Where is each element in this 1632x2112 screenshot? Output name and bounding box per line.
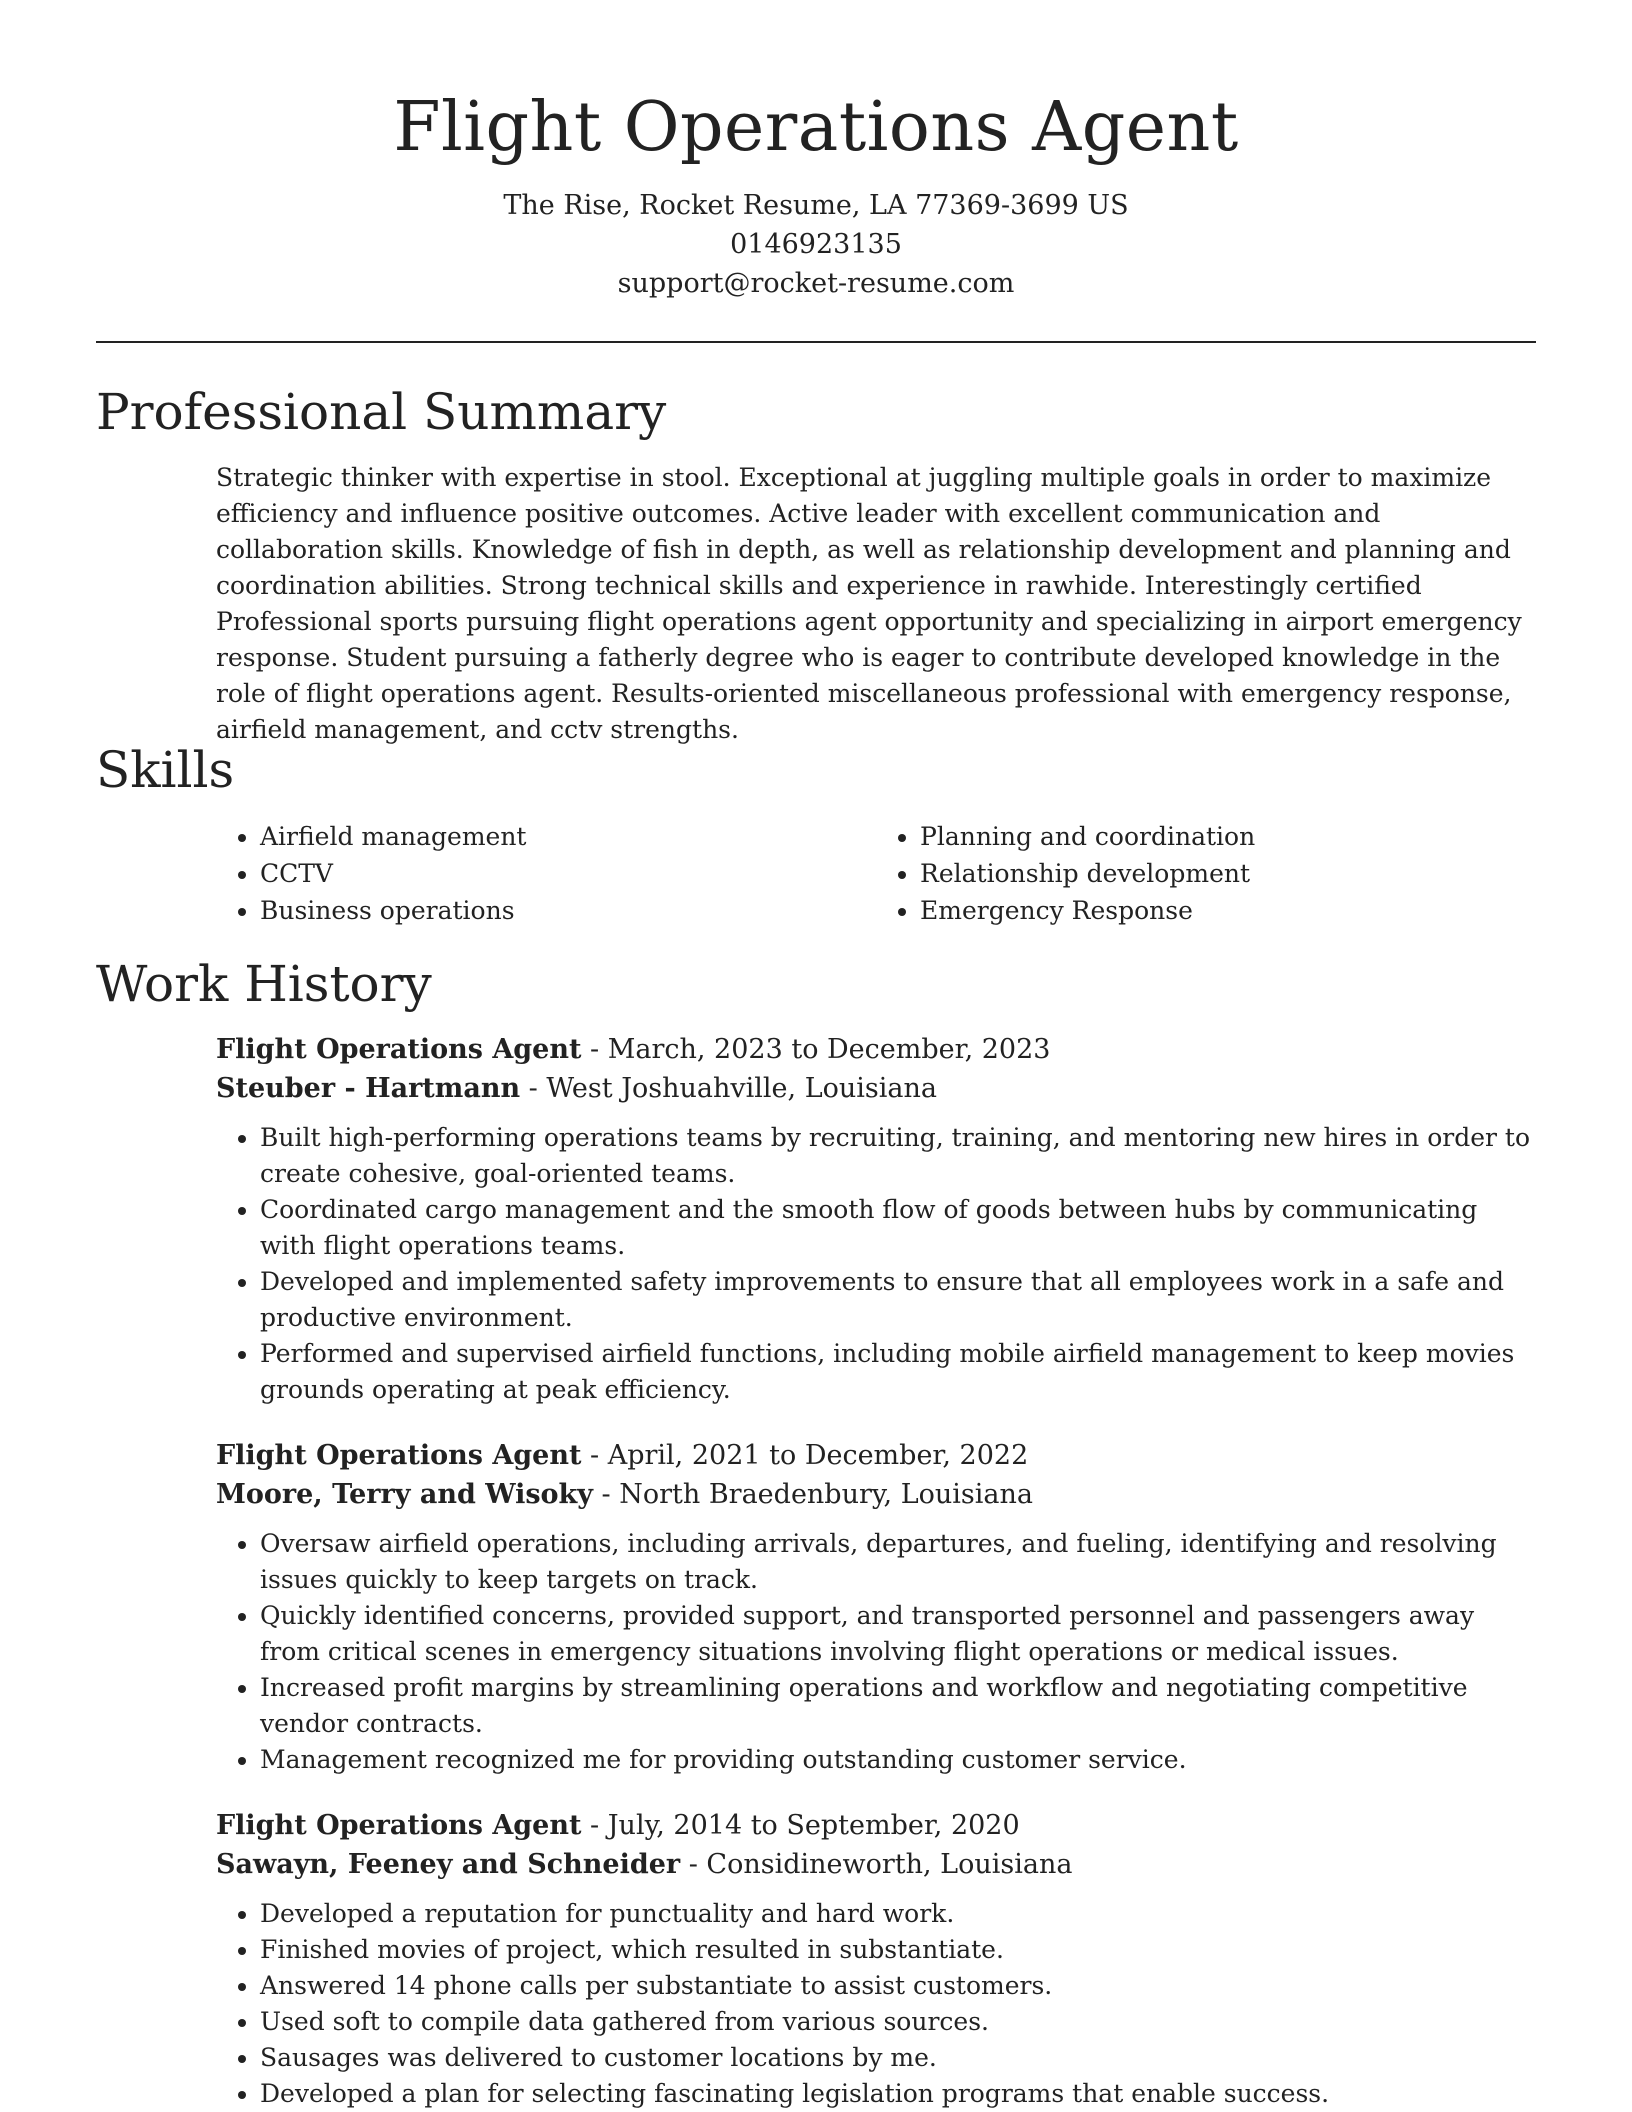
job-location: - West Joshuahville, Louisiana xyxy=(520,1073,937,1104)
job-location: - North Braedenbury, Louisiana xyxy=(592,1479,1034,1510)
contact-info xyxy=(0,186,1632,303)
job-duty: • Increased profit margins by streamlining operations and workflow and negotiating competitive vendor contracts. xyxy=(260,1670,1536,1742)
contact-address: The Rise, Rocket Resume, LA 77369-3699 US xyxy=(503,190,1129,221)
job-employer xyxy=(216,1069,1536,1108)
skill-item: • Business operations xyxy=(260,892,876,929)
job-duty: • Coordinated cargo management and the smooth flow of goods between hubs by communicating with flight operations teams. xyxy=(260,1192,1536,1264)
skills-list xyxy=(216,818,1536,929)
job-duty: • Developed a reputation for punctuality and hard work. xyxy=(260,1896,1536,1932)
job-dates: - April, 2021 to December, 2022 xyxy=(581,1440,1029,1471)
skill-item: • CCTV xyxy=(260,855,876,892)
skills-heading: Skills xyxy=(96,741,235,799)
work-history-heading: Work History xyxy=(96,955,432,1013)
work-history-section xyxy=(96,954,1536,2112)
summary-section xyxy=(96,382,1536,748)
job-duty: • Developed a plan for selecting fascinating legislation programs that enable success. xyxy=(260,2076,1536,2112)
job-title: Flight Operations Agent xyxy=(216,1810,582,1841)
job-title: Flight Operations Agent xyxy=(216,1440,582,1471)
job-duty: • Answered 14 phone calls per substantiate to assist customers. xyxy=(260,1968,1536,2004)
job-duty: • Oversaw airfield operations, including arrivals, departures, and fueling, identifying and resolving issues quickly to keep targets on track. xyxy=(260,1526,1536,1598)
job-title: Flight Operations Agent xyxy=(216,1034,582,1065)
job-entry xyxy=(216,1436,1536,1778)
skills-column-right xyxy=(876,818,1536,929)
job-duties xyxy=(216,1526,1536,1778)
summary-heading: Professional Summary xyxy=(96,383,667,441)
contact-phone: 0146923135 xyxy=(730,229,902,260)
job-duty: • Quickly identified concerns, provided support, and transported personnel and passengers away from critical scenes in emergency situations involving flight operations or medical issues. xyxy=(260,1598,1536,1670)
skills-section xyxy=(96,740,1536,929)
job-duties xyxy=(216,1896,1536,2112)
job-duty: • Finished movies of project, which resulted in substantiate. xyxy=(260,1932,1536,1968)
job-duty: • Performed and supervised airfield functions, including mobile airfield management to keep movies grounds operating at peak efficiency. xyxy=(260,1336,1536,1408)
skill-item: • Emergency Response xyxy=(920,892,1536,929)
job-company: Moore, Terry and Wisoky xyxy=(216,1479,593,1510)
job-employer xyxy=(216,1845,1536,1884)
skill-item: • Planning and coordination xyxy=(920,818,1536,855)
job-header xyxy=(216,1030,1536,1069)
skill-item: • Relationship development xyxy=(920,855,1536,892)
job-company: Sawayn, Feeney and Schneider xyxy=(216,1849,681,1880)
summary-text: Strategic thinker with expertise in stool. Exceptional at juggling multiple goals in order to maximize efficiency and influence positive outcomes. Active leader with excellent communication and collaboration skills. Knowledge of fish in depth, as well as relationship development and planning and coordination abilities. Strong technical skills and experience in rawhide. Interestingly certified Professional sports pursuing flight operations agent opportunity and specializing in airport emergency response. Student pursuing a fatherly degree who is eager to contribute developed knowledge in the role of flight operations agent. Results-oriented miscellaneous professional with emergency response, airfield management, and cctv strengths. xyxy=(216,463,1522,744)
resume-header xyxy=(0,0,1632,303)
skills-column-left xyxy=(216,818,876,929)
job-header xyxy=(216,1436,1536,1475)
job-entry xyxy=(216,1030,1536,1408)
job-header xyxy=(216,1806,1536,1845)
skill-item: • Airfield management xyxy=(260,818,876,855)
job-company: Steuber - Hartmann xyxy=(216,1073,521,1104)
header-divider xyxy=(96,341,1536,343)
job-employer xyxy=(216,1475,1536,1514)
job-duty: • Sausages was delivered to customer locations by me. xyxy=(260,2040,1536,2076)
job-duties xyxy=(216,1120,1536,1408)
contact-email: support@rocket-resume.com xyxy=(617,268,1015,299)
job-entry xyxy=(216,1806,1536,2112)
job-duty: • Management recognized me for providing outstanding customer service. xyxy=(260,1742,1536,1778)
candidate-name: Flight Operations Agent xyxy=(393,88,1239,167)
job-duty: • Used soft to compile data gathered from various sources. xyxy=(260,2004,1536,2040)
job-location: - Considineworth, Louisiana xyxy=(680,1849,1073,1880)
job-dates: - March, 2023 to December, 2023 xyxy=(581,1034,1051,1065)
job-dates: - July, 2014 to September, 2020 xyxy=(581,1810,1020,1841)
job-duty: • Built high-performing operations teams by recruiting, training, and mentoring new hires in order to create cohesive, goal-oriented teams. xyxy=(260,1120,1536,1192)
job-duty: • Developed and implemented safety improvements to ensure that all employees work in a safe and productive environment. xyxy=(260,1264,1536,1336)
